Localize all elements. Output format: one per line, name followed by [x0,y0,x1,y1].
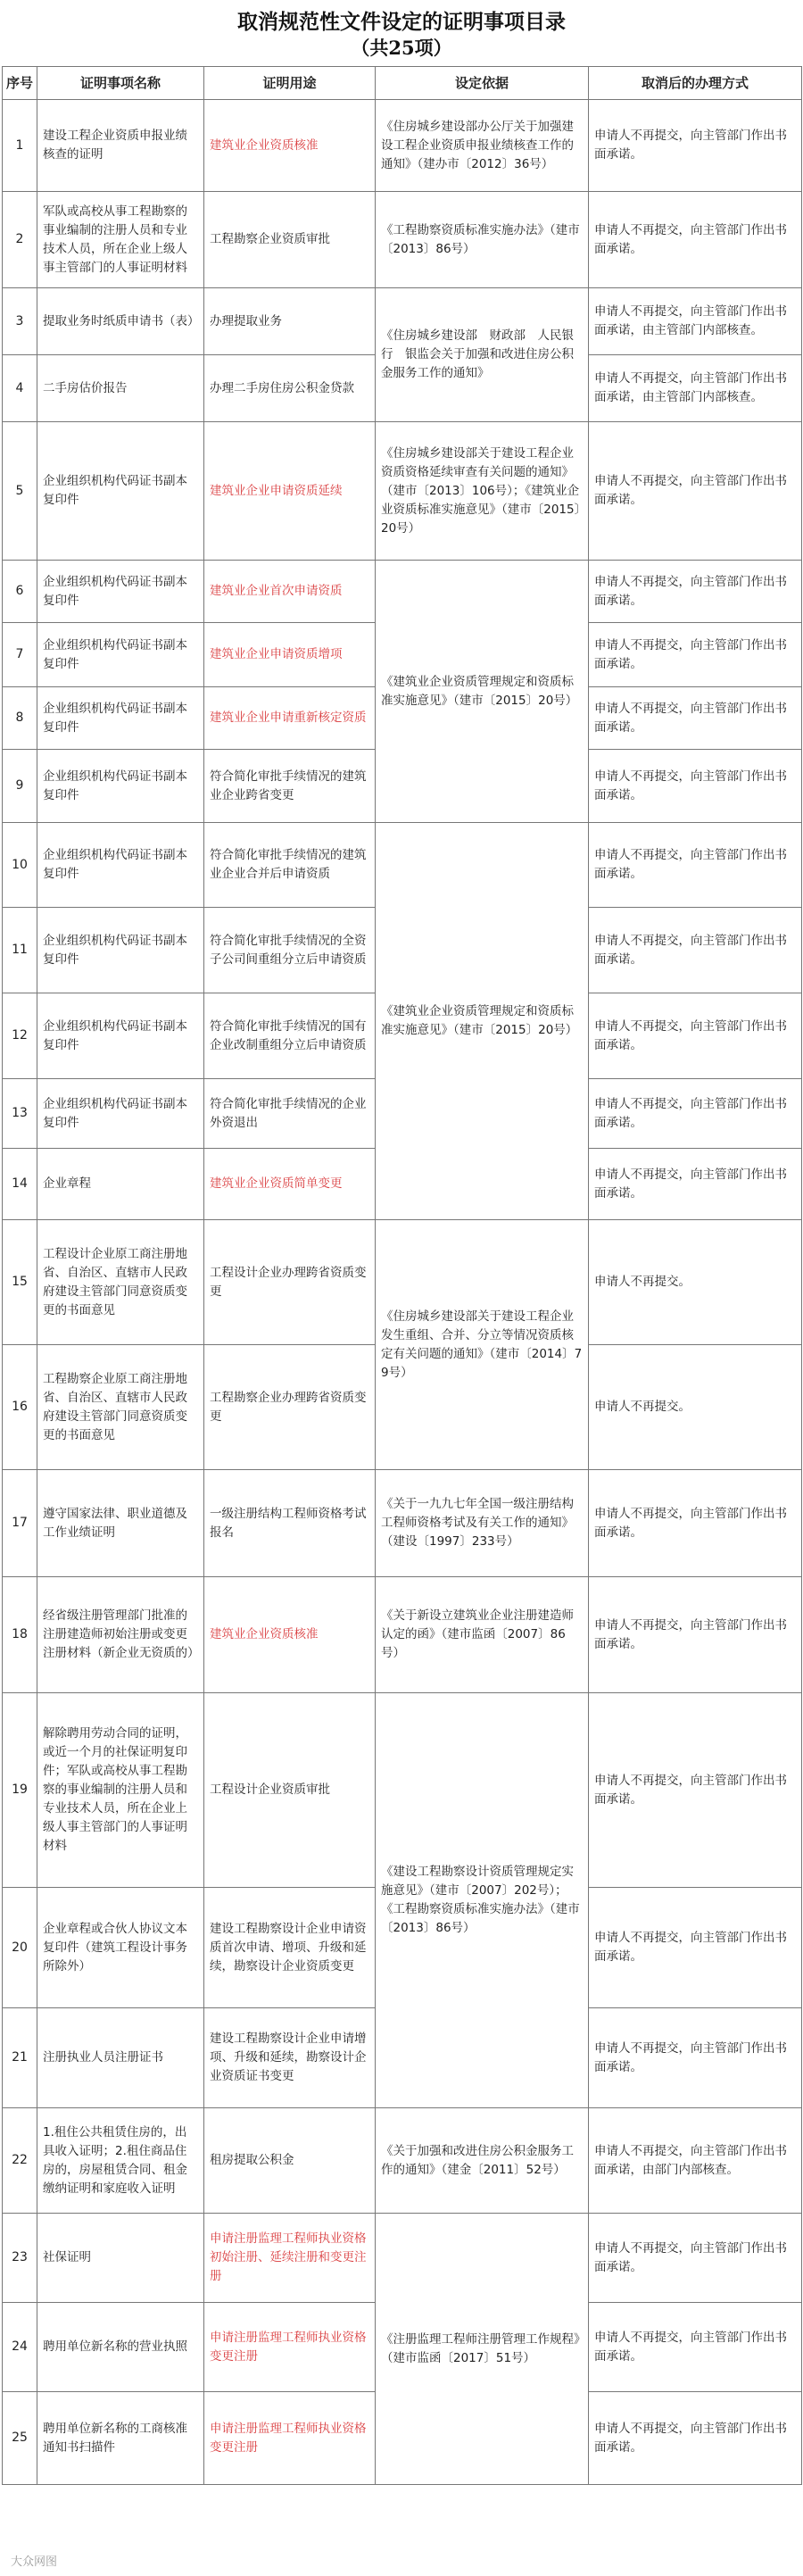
table-row [3,2214,802,2303]
cell-index: 7 [3,623,37,687]
cell-index: 16 [3,1345,37,1470]
table-row [3,1693,802,1888]
cell-item-name: 企业组织机构代码证书副本复印件 [37,561,204,623]
cell-item-name: 军队或高校从事工程勘察的事业编制的注册人员和专业技术人员，所在企业上级人事主管部门的人事证明材料 [37,192,204,288]
cell-item-name: 工程勘察企业原工商注册地省、自治区、直辖市人民政府建设主管部门同意资质变更的书面意见 [37,1345,204,1470]
cell-purpose: 租房提取公积金 [204,2108,376,2214]
cell-handling-method: 申请人不再提交，向主管部门作出书面承诺。 [589,993,802,1079]
cell-basis: 《注册监理工程师注册管理工作规程》（建市监函〔2017〕51号） [376,2214,589,2485]
cell-item-name: 企业章程或合伙人协议文本复印件（建筑工程设计事务所除外） [37,1888,204,2008]
cell-index: 8 [3,687,37,750]
cell-item-name: 解除聘用劳动合同的证明，或近一个月的社保证明复印件；军队或高校从事工程勘察的事业编制的注册人员和专业技术人员，所在企业上级人事主管部门的人事证明材料 [37,1693,204,1888]
table-body [3,100,802,2485]
header-index: 序号 [3,67,37,100]
cell-item-name: 1.租住公共租赁住房的，出具收入证明；2.租住商品住房的，房屋租赁合同、租金缴纳证明和家庭收入证明 [37,2108,204,2214]
cell-handling-method: 申请人不再提交，向主管部门作出书面承诺，由主管部门内部核查。 [589,355,802,422]
cell-purpose: 建筑业企业首次申请资质 [204,561,376,623]
cell-item-name: 企业组织机构代码证书副本复印件 [37,908,204,993]
cell-purpose: 建筑业企业申请资质延续 [204,422,376,561]
table-row [3,288,802,355]
cell-purpose: 符合简化审批手续情况的建筑业企业合并后申请资质 [204,823,376,908]
table-row [3,100,802,192]
cell-purpose: 符合简化审批手续情况的全资子公司间重组分立后申请资质 [204,908,376,993]
cell-item-name: 建设工程企业资质申报业绩核查的证明 [37,100,204,192]
cell-item-name: 企业组织机构代码证书副本复印件 [37,687,204,750]
table-row [3,1577,802,1693]
cell-basis: 《住房城乡建设部办公厅关于加强建设工程企业资质申报业绩核查工作的通知》（建办市〔2012〕36号） [376,100,589,192]
cell-handling-method: 申请人不再提交，向主管部门作出书面承诺。 [589,1079,802,1149]
cell-handling-method: 申请人不再提交。 [589,1345,802,1470]
document-title: 取消规范性文件设定的证明事项目录 [237,10,566,34]
cell-handling-method: 申请人不再提交，向主管部门作出书面承诺。 [589,192,802,288]
cell-purpose: 申请注册监理工程师执业资格初始注册、延续注册和变更注册 [204,2214,376,2303]
cell-basis: 《住房城乡建设部 财政部 人民银行 银监会关于加强和改进住房公积金服务工作的通知》 [376,288,589,422]
table-row [3,561,802,623]
cell-purpose: 工程勘察企业办理跨省资质变更 [204,1345,376,1470]
cell-basis: 《住房城乡建设部关于建设工程企业发生重组、合并、分立等情况资质核定有关问题的通知》（建市〔2014〕79号） [376,1220,589,1470]
cell-index: 25 [3,2392,37,2485]
cell-purpose: 办理二手房住房公积金贷款 [204,355,376,422]
cell-purpose: 工程设计企业资质审批 [204,1693,376,1888]
cell-item-name: 经省级注册管理部门批准的注册建造师初始注册或变更注册材料（新企业无资质的） [37,1577,204,1693]
cell-item-name: 二手房估价报告 [37,355,204,422]
cell-index: 14 [3,1149,37,1220]
cell-item-name: 企业组织机构代码证书副本复印件 [37,750,204,823]
cell-index: 1 [3,100,37,192]
cell-index: 23 [3,2214,37,2303]
cell-index: 3 [3,288,37,355]
cell-handling-method: 申请人不再提交，向主管部门作出书面承诺。 [589,100,802,192]
cell-item-name: 聘用单位新名称的营业执照 [37,2303,204,2392]
cell-item-name: 工程设计企业原工商注册地省、自治区、直辖市人民政府建设主管部门同意资质变更的书面意见 [37,1220,204,1345]
cell-handling-method: 申请人不再提交，向主管部门作出书面承诺。 [589,2303,802,2392]
cell-item-name: 注册执业人员注册证书 [37,2008,204,2108]
cell-item-name: 遵守国家法律、职业道德及工作业绩证明 [37,1470,204,1577]
cell-purpose: 申请注册监理工程师执业资格变更注册 [204,2392,376,2485]
cell-purpose: 建设工程勘察设计企业申请资质首次申请、增项、升级和延续，勘察设计企业资质变更 [204,1888,376,2008]
cell-index: 9 [3,750,37,823]
table-row [3,2108,802,2214]
cell-basis: 《建筑业企业资质管理规定和资质标准实施意见》（建市〔2015〕20号） [376,561,589,823]
table-row [3,823,802,908]
cell-index: 4 [3,355,37,422]
cell-handling-method: 申请人不再提交，向主管部门作出书面承诺。 [589,2392,802,2485]
cell-purpose: 符合简化审批手续情况的建筑业企业跨省变更 [204,750,376,823]
document-subtitle: （共25项） [351,37,452,59]
cell-basis: 《工程勘察资质标准实施办法》（建市〔2013〕86号） [376,192,589,288]
table-row [3,1470,802,1577]
cell-index: 11 [3,908,37,993]
cell-index: 12 [3,993,37,1079]
header-handling-method: 取消后的办理方式 [589,67,802,100]
cell-index: 2 [3,192,37,288]
cell-basis: 《建设工程勘察设计资质管理规定实施意见》（建市〔2007〕202号）；《工程勘察资质标准实施办法》（建市〔2013〕86号） [376,1693,589,2108]
cell-index: 18 [3,1577,37,1693]
cell-index: 22 [3,2108,37,2214]
cell-handling-method: 申请人不再提交，向主管部门作出书面承诺。 [589,1888,802,2008]
cell-handling-method: 申请人不再提交，向主管部门作出书面承诺，由部门内部核查。 [589,2108,802,2214]
cell-purpose: 建筑业企业申请重新核定资质 [204,687,376,750]
cell-purpose: 工程设计企业办理跨省资质变更 [204,1220,376,1345]
certificate-items-table [2,66,802,2485]
cell-purpose: 建设工程勘察设计企业申请增项、升级和延续，勘察设计企业资质证书变更 [204,2008,376,2108]
cell-purpose: 建筑业企业资质核准 [204,100,376,192]
cell-basis: 《关于新设立建筑业企业注册建造师认定的函》（建市监函〔2007〕86号） [376,1577,589,1693]
cell-handling-method: 申请人不再提交，向主管部门作出书面承诺。 [589,2008,802,2108]
cell-purpose: 符合简化审批手续情况的企业外资退出 [204,1079,376,1149]
header-item-name: 证明事项名称 [37,67,204,100]
cell-index: 21 [3,2008,37,2108]
cell-purpose: 一级注册结构工程师资格考试报名 [204,1470,376,1577]
cell-handling-method: 申请人不再提交，向主管部门作出书面承诺。 [589,1693,802,1888]
cell-purpose: 建筑业企业资质简单变更 [204,1149,376,1220]
header-basis: 设定依据 [376,67,589,100]
cell-index: 19 [3,1693,37,1888]
cell-basis: 《建筑业企业资质管理规定和资质标准实施意见》（建市〔2015〕20号） [376,823,589,1220]
cell-purpose: 办理提取业务 [204,288,376,355]
cell-index: 13 [3,1079,37,1149]
cell-item-name: 企业组织机构代码证书副本复印件 [37,823,204,908]
cell-handling-method: 申请人不再提交，向主管部门作出书面承诺。 [589,1577,802,1693]
cell-handling-method: 申请人不再提交，向主管部门作出书面承诺，由主管部门内部核查。 [589,288,802,355]
cell-index: 20 [3,1888,37,2008]
cell-index: 5 [3,422,37,561]
cell-item-name: 提取业务时纸质申请书（表） [37,288,204,355]
cell-item-name: 企业组织机构代码证书副本复印件 [37,623,204,687]
cell-handling-method: 申请人不再提交，向主管部门作出书面承诺。 [589,1149,802,1220]
cell-purpose: 符合简化审批手续情况的国有企业改制重组分立后申请资质 [204,993,376,1079]
cell-index: 10 [3,823,37,908]
cell-purpose: 建筑业企业资质核准 [204,1577,376,1693]
cell-item-name: 聘用单位新名称的工商核准通知书扫描件 [37,2392,204,2485]
header-purpose: 证明用途 [204,67,376,100]
cell-handling-method: 申请人不再提交，向主管部门作出书面承诺。 [589,908,802,993]
table-row [3,1220,802,1345]
cell-item-name: 社保证明 [37,2214,204,2303]
cell-item-name: 企业组织机构代码证书副本复印件 [37,422,204,561]
cell-index: 6 [3,561,37,623]
cell-handling-method: 申请人不再提交，向主管部门作出书面承诺。 [589,623,802,687]
cell-index: 17 [3,1470,37,1577]
cell-item-name: 企业组织机构代码证书副本复印件 [37,993,204,1079]
cell-purpose: 建筑业企业申请资质增项 [204,623,376,687]
cell-purpose: 工程勘察企业资质审批 [204,192,376,288]
table-header-row [3,67,802,100]
cell-handling-method: 申请人不再提交，向主管部门作出书面承诺。 [589,687,802,750]
cell-handling-method: 申请人不再提交，向主管部门作出书面承诺。 [589,2214,802,2303]
cell-handling-method: 申请人不再提交，向主管部门作出书面承诺。 [589,1470,802,1577]
cell-item-name: 企业组织机构代码证书副本复印件 [37,1079,204,1149]
cell-basis: 《关于加强和改进住房公积金服务工作的通知》（建金〔2011〕52号） [376,2108,589,2214]
title-block [0,0,803,66]
table-row [3,422,802,561]
cell-basis: 《关于一九九七年全国一级注册结构工程师资格考试及有关工作的通知》（建设〔1997〕233号） [376,1470,589,1577]
table-row [3,192,802,288]
cell-index: 15 [3,1220,37,1345]
cell-basis: 《住房城乡建设部关于建设工程企业资质资格延续审查有关问题的通知》（建市〔2013〕106号）；《建筑业企业资质标准实施意见》（建市〔2015〕20号） [376,422,589,561]
watermark-text: 大众网图 [11,2555,58,2569]
cell-handling-method: 申请人不再提交，向主管部门作出书面承诺。 [589,750,802,823]
cell-handling-method: 申请人不再提交，向主管部门作出书面承诺。 [589,561,802,623]
cell-handling-method: 申请人不再提交，向主管部门作出书面承诺。 [589,422,802,561]
cell-index: 24 [3,2303,37,2392]
cell-purpose: 申请注册监理工程师执业资格变更注册 [204,2303,376,2392]
cell-handling-method: 申请人不再提交，向主管部门作出书面承诺。 [589,823,802,908]
cell-item-name: 企业章程 [37,1149,204,1220]
cell-handling-method: 申请人不再提交。 [589,1220,802,1345]
